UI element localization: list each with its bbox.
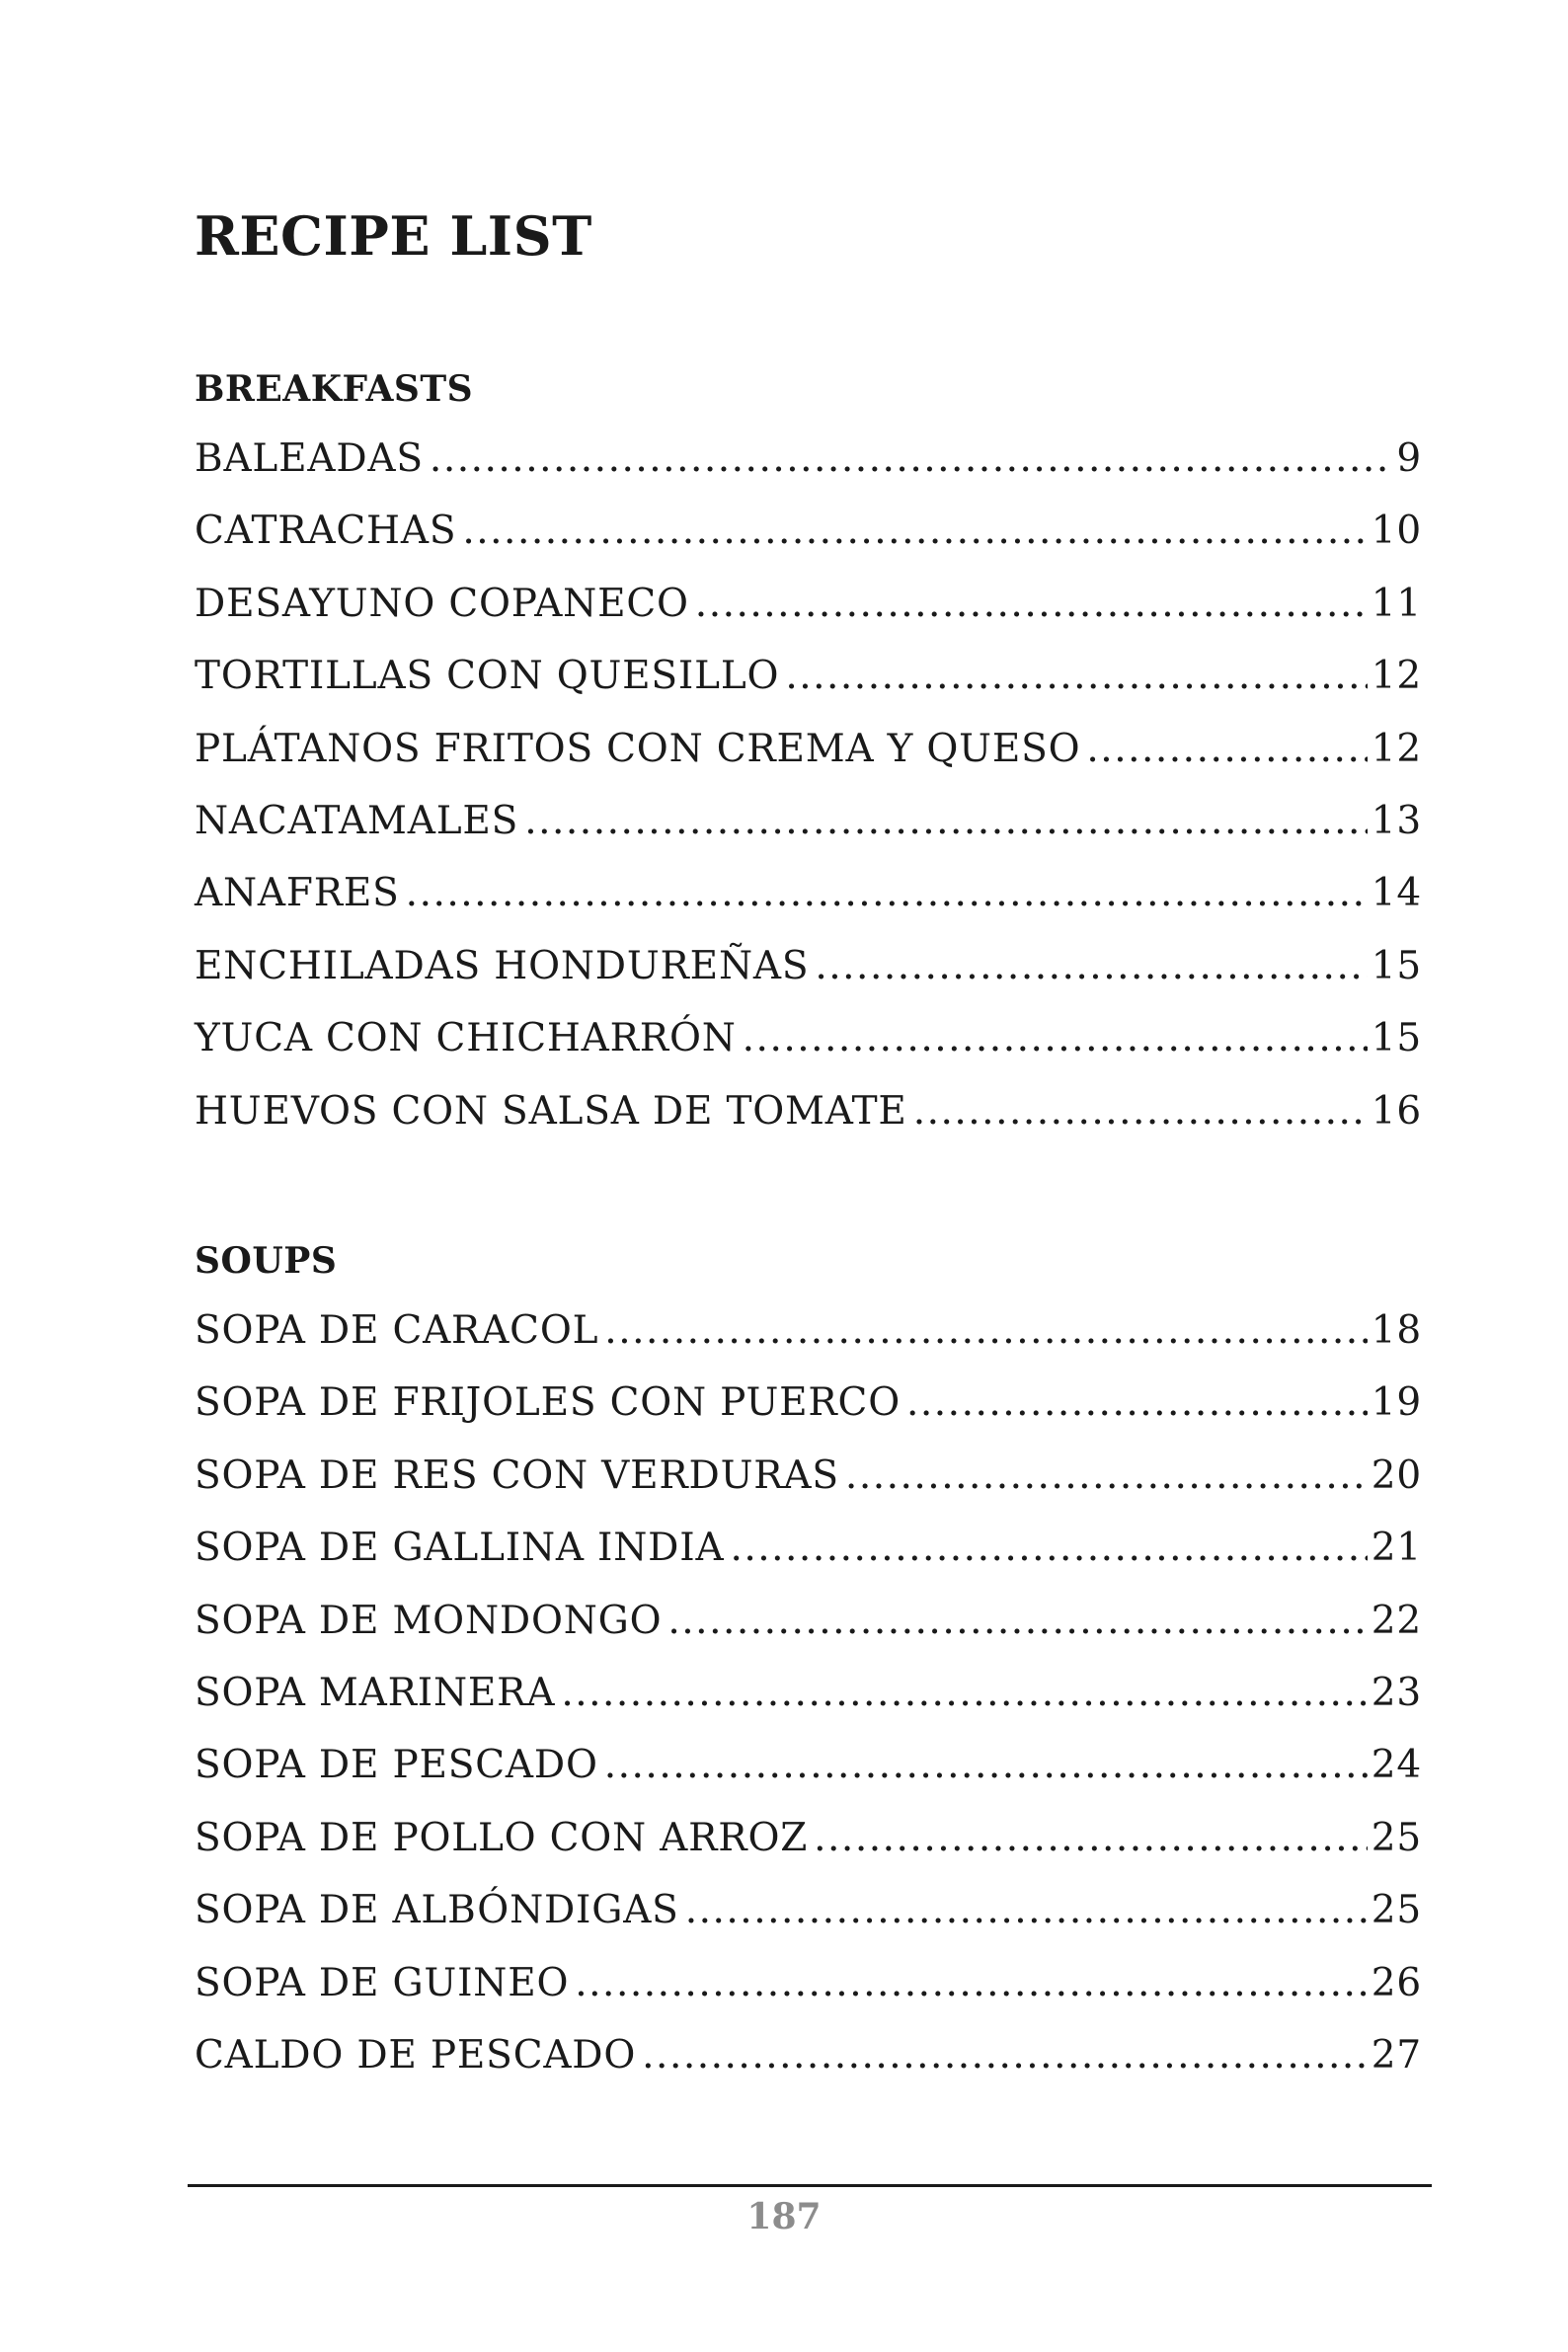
section-breakfasts xyxy=(195,355,1422,1147)
toc-entry-name: CATRACHAS xyxy=(195,509,457,554)
page-title: RECIPE LIST xyxy=(195,204,592,268)
dot-leader xyxy=(642,2019,1368,2091)
toc-entry-page: 10 xyxy=(1371,509,1422,554)
dot-leader xyxy=(743,1002,1368,1074)
toc-entry xyxy=(195,1947,1422,2019)
toc-list xyxy=(195,423,1422,1147)
dot-leader xyxy=(785,640,1367,712)
toc-entry-name: CALDO DE PESCADO xyxy=(195,2032,637,2078)
toc-entry xyxy=(195,1874,1422,1946)
dot-leader xyxy=(815,930,1367,1002)
dot-leader xyxy=(524,785,1368,857)
dot-leader xyxy=(462,495,1367,567)
dot-leader xyxy=(845,1440,1368,1512)
toc-entry xyxy=(195,1729,1422,1801)
toc-entry-page: 12 xyxy=(1371,726,1422,771)
toc-entry xyxy=(195,1440,1422,1512)
section-heading: SOUPS xyxy=(195,1240,338,1282)
toc-entry xyxy=(195,1657,1422,1729)
toc-entry-name: SOPA DE POLLO CON ARROZ xyxy=(195,1815,809,1860)
toc-entry-page: 25 xyxy=(1371,1815,1422,1860)
toc-entry-name: SOPA DE ALBÓNDIGAS xyxy=(195,1888,679,1933)
toc-entry-page: 18 xyxy=(1371,1308,1422,1353)
toc-entry-name: ANAFRES xyxy=(195,871,400,916)
toc-entry xyxy=(195,1512,1422,1584)
toc-entry xyxy=(195,568,1422,640)
dot-leader xyxy=(575,1947,1368,2019)
dot-leader xyxy=(730,1512,1367,1584)
toc-entry-page: 15 xyxy=(1371,943,1422,988)
toc-entry xyxy=(195,1802,1422,1874)
dot-leader xyxy=(1086,713,1367,785)
toc-entry xyxy=(195,1585,1422,1657)
toc-entry-page: 15 xyxy=(1371,1016,1422,1061)
toc-entry-page: 24 xyxy=(1371,1743,1422,1788)
toc-entry xyxy=(195,857,1422,929)
toc-entry-name: SOPA MARINERA xyxy=(195,1670,556,1715)
toc-entry-page: 11 xyxy=(1371,581,1422,626)
dot-leader xyxy=(906,1367,1368,1439)
dot-leader xyxy=(406,857,1368,929)
page-number: 187 xyxy=(746,2196,822,2237)
dot-leader xyxy=(685,1874,1368,1946)
toc-entry-page: 16 xyxy=(1371,1088,1422,1134)
dot-leader xyxy=(604,1729,1368,1801)
toc-entry xyxy=(195,495,1422,567)
dot-leader xyxy=(561,1657,1367,1729)
toc-entry xyxy=(195,930,1422,1002)
section-soups xyxy=(195,1227,1422,2091)
dot-leader xyxy=(667,1585,1367,1657)
dot-leader xyxy=(430,423,1392,495)
toc-entry xyxy=(195,2019,1422,2091)
dot-leader xyxy=(814,1802,1368,1874)
toc-entry-page: 9 xyxy=(1396,436,1422,481)
toc-entry-page: 26 xyxy=(1371,1960,1422,2005)
toc-entry xyxy=(195,423,1422,495)
toc-entry-name: SOPA DE GUINEO xyxy=(195,1960,570,2005)
dot-leader xyxy=(913,1075,1368,1147)
toc-entry-page: 25 xyxy=(1371,1888,1422,1933)
toc-entry xyxy=(195,1367,1422,1439)
toc-entry-name: SOPA DE MONDONGO xyxy=(195,1598,663,1643)
toc-entry-name: SOPA DE FRIJOLES CON PUERCO xyxy=(195,1380,901,1426)
toc-entry-name: PLÁTANOS FRITOS CON CREMA Y QUESO xyxy=(195,726,1081,771)
toc-entry-page: 27 xyxy=(1371,2032,1422,2078)
toc-entry-page: 19 xyxy=(1371,1380,1422,1426)
toc-entry xyxy=(195,1075,1422,1147)
toc-entry-name: SOPA DE CARACOL xyxy=(195,1308,599,1353)
toc-list xyxy=(195,1294,1422,2091)
toc-entry xyxy=(195,785,1422,857)
section-heading: BREAKFASTS xyxy=(195,368,474,410)
toc-entry-page: 20 xyxy=(1371,1452,1422,1498)
toc-entry-page: 12 xyxy=(1371,654,1422,699)
toc-entry-name: YUCA CON CHICHARRÓN xyxy=(195,1016,737,1061)
toc-entry-name: NACATAMALES xyxy=(195,798,519,843)
toc-entry-name: HUEVOS CON SALSA DE TOMATE xyxy=(195,1088,907,1134)
toc-entry-name: DESAYUNO COPANECO xyxy=(195,581,689,626)
toc-entry xyxy=(195,1002,1422,1074)
toc-entry-page: 14 xyxy=(1371,871,1422,916)
footer-rule xyxy=(188,2184,1432,2187)
toc-entry-page: 13 xyxy=(1371,798,1422,843)
toc-entry-page: 22 xyxy=(1371,1598,1422,1643)
toc-entry-name: SOPA DE GALLINA INDIA xyxy=(195,1526,725,1571)
toc-entry-name: ENCHILADAS HONDUREÑAS xyxy=(195,943,810,988)
toc-entry-name: SOPA DE RES CON VERDURAS xyxy=(195,1452,839,1498)
toc-entry-page: 23 xyxy=(1371,1670,1422,1715)
toc-entry-page: 21 xyxy=(1371,1526,1422,1571)
toc-entry xyxy=(195,1294,1422,1367)
toc-entry-name: SOPA DE PESCADO xyxy=(195,1743,598,1788)
toc-entry xyxy=(195,640,1422,712)
toc-entry-name: BALEADAS xyxy=(195,436,424,481)
toc-entry xyxy=(195,713,1422,785)
dot-leader xyxy=(695,568,1368,640)
toc-entry-name: TORTILLAS CON QUESILLO xyxy=(195,654,780,699)
dot-leader xyxy=(604,1294,1367,1367)
